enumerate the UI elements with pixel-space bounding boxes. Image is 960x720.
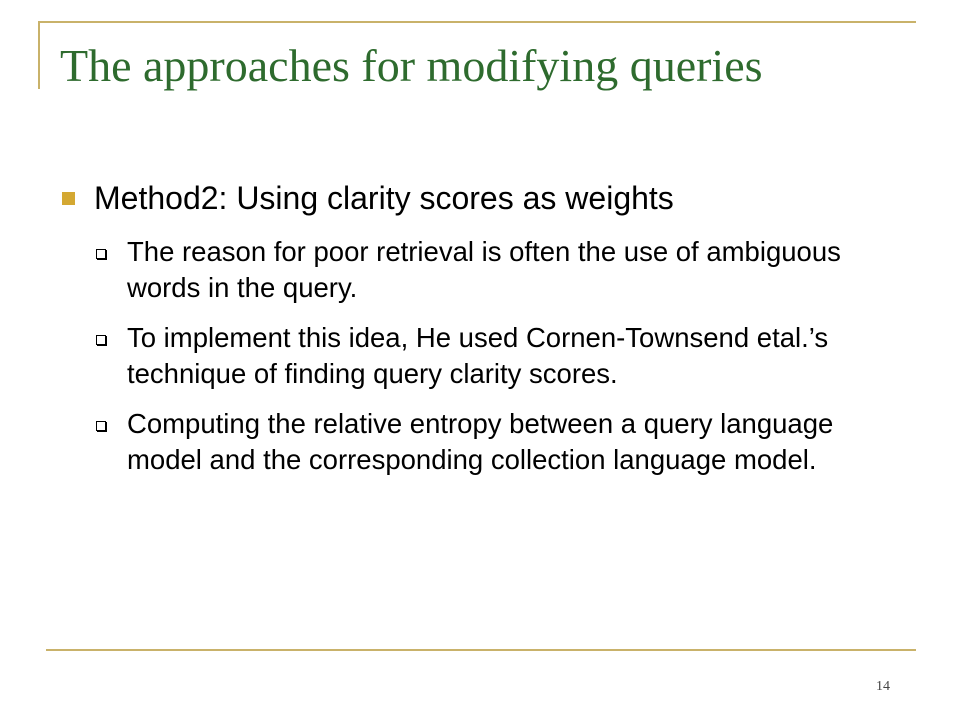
bottom-divider <box>46 649 916 651</box>
slide-title: The approaches for modifying queries <box>60 40 763 91</box>
sub-bullet-text: The reason for poor retrieval is often the use of ambiguous words in the query. <box>127 236 841 303</box>
top-divider <box>38 21 916 23</box>
page-number: 14 <box>876 679 890 694</box>
main-bullet-text: Method2: Using clarity scores as weights <box>94 180 674 216</box>
sub-bullet-list <box>96 234 896 492</box>
main-bullet <box>62 177 674 219</box>
hollow-square-bullet-icon <box>96 249 106 259</box>
hollow-square-bullet-icon <box>96 421 106 431</box>
left-divider <box>38 21 40 89</box>
sub-bullet-item <box>96 320 896 392</box>
hollow-square-bullet-icon <box>96 335 106 345</box>
sub-bullet-item <box>96 234 896 306</box>
sub-bullet-item <box>96 406 896 478</box>
square-bullet-icon <box>62 192 75 205</box>
sub-bullet-text: To implement this idea, He used Cornen-Townsend etal.’s technique of finding query clarity scores. <box>127 322 829 389</box>
sub-bullet-text: Computing the relative entropy between a query language model and the corresponding collection language model. <box>127 408 834 475</box>
